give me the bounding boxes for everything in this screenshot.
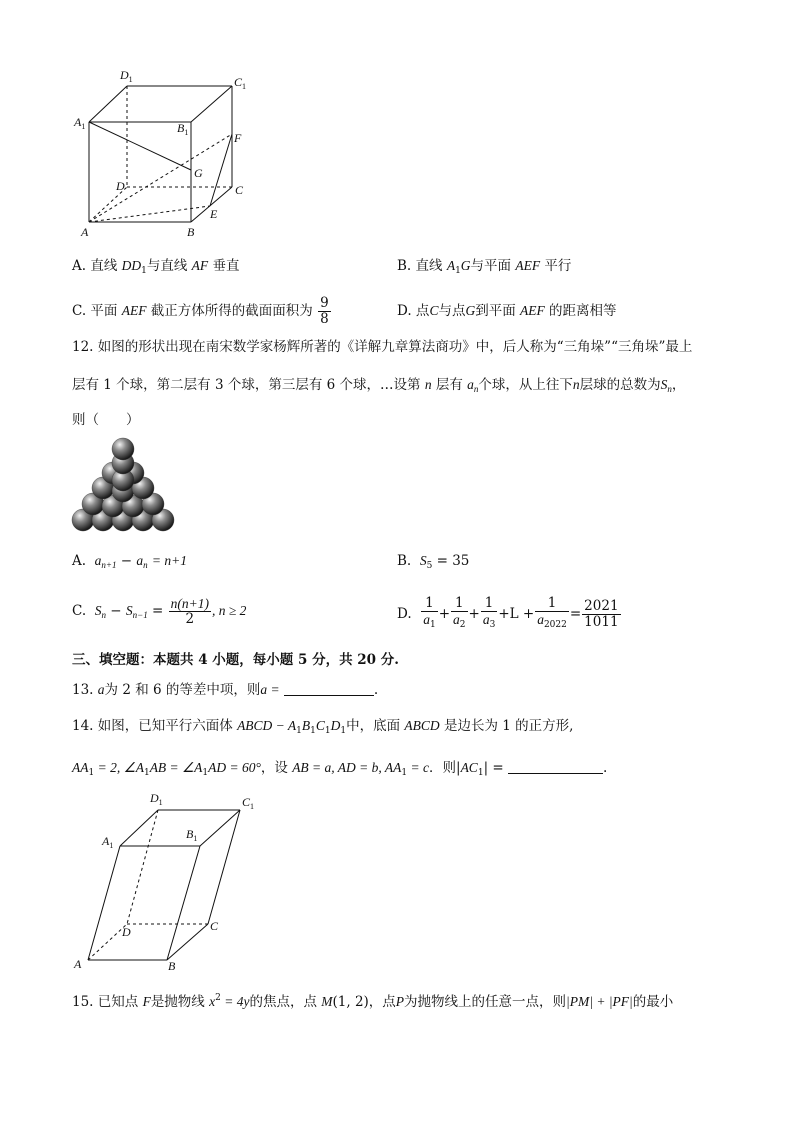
q11-option-a: A. 直线 $DD_1$与直线 AF 垂直 — [72, 258, 240, 276]
q11-option-b: B. 直线 $A_1G$与平面 AEF 平行 — [397, 258, 572, 276]
para-label-D1: $D_1$ — [150, 791, 163, 807]
q13-answer-blank[interactable] — [284, 681, 374, 696]
para-label-B1: $B_1$ — [186, 827, 198, 843]
label-F: F — [234, 131, 242, 145]
q12-stem-line2: 层有 1 个球，第二层有 3 个球，第三层有 6 个球，…设第 n 层有 $a_n$个球，从上往下n层球的总数为$S_n$， — [72, 377, 686, 394]
q12-option-d: D. $\frac{1}{a_1}$ + $\frac{1}{a_2}$ + $\frac{1}{a_3}$ +L + $\frac{1}{a_{2022}}$ = $\frac{2021}{1011}$ — [397, 595, 619, 630]
label-G: G — [194, 166, 203, 180]
label-A1: $A_1$ — [74, 115, 86, 131]
label-B: B — [187, 225, 195, 239]
para-label-B: B — [168, 959, 176, 973]
q12-option-a: A. $a_{n+1} - a_n = n+1$ — [72, 553, 188, 570]
cube-hidden-edges — [89, 86, 232, 222]
ball-pyramid-image — [70, 436, 180, 536]
q12-option-b: B. $S_5 = 35$ — [397, 553, 470, 571]
para-label-A: A — [74, 957, 82, 971]
q13: 13. a为 2 和 6 的等差中项，则a = . — [72, 682, 379, 698]
q14-answer-blank[interactable] — [508, 759, 603, 774]
label-D1: $D_1$ — [120, 68, 133, 84]
label-D: D — [116, 179, 125, 193]
q12-stem-line3: 则（ ） — [72, 412, 140, 428]
q11-option-c: C. 平面 AEF 截正方体所得的截面面积为 $\frac{9}{8}$ — [72, 295, 329, 327]
q15: 15. 已知点 F是抛物线 $x^2 = 4y$的焦点，点 M(1, 2)，点P为抛物线上的任意一点，则|PM| + |PF|的最小 — [72, 993, 674, 1010]
label-C1: $C_1$ — [234, 75, 247, 91]
para-solid-edges — [88, 810, 240, 960]
para-label-A1: $A_1$ — [102, 834, 114, 850]
para-label-C1: $C_1$ — [242, 795, 255, 811]
cube-figure — [60, 64, 260, 244]
q12-stem-line1: 12. 如图的形状出现在南宋数学家杨辉所著的《详解九章算法商功》中，后人称为“三角垛”“三角垛”最上 — [72, 339, 693, 355]
q14-line1: 14. 如图，已知平行六面体 ABCD − $A_1B_1C_1D_1$中，底面 ABCD 是边长为 1 的正方形, — [72, 718, 574, 736]
q14-line2: $AA_1 = 2$, $\angle A_1AB$ = $\angle A_1AD = 60^\circ$，设 AB = a, AD = b, $AA_1 = c$．则$|AC_1|$ = . — [72, 760, 608, 778]
cube-solid-edges — [89, 86, 232, 222]
para-label-C: C — [210, 919, 219, 933]
section3-heading: 三、填空题：本题共 4 小题，每小题 5 分，共 20 分. — [72, 652, 399, 668]
q12-option-c: C. $S_n - S_{n-1}$ = $\frac{n(n+1)}{2}$ , n ≥ 2 — [72, 596, 247, 627]
para-label-D: D — [122, 925, 131, 939]
label-C: C — [235, 183, 244, 197]
label-A: A — [81, 225, 89, 239]
label-B1: $B_1$ — [177, 121, 189, 137]
label-E: E — [210, 207, 218, 221]
parallelepiped-figure — [70, 788, 270, 978]
q11-option-d: D. 点C与点G到平面 AEF 的距离相等 — [397, 303, 617, 319]
